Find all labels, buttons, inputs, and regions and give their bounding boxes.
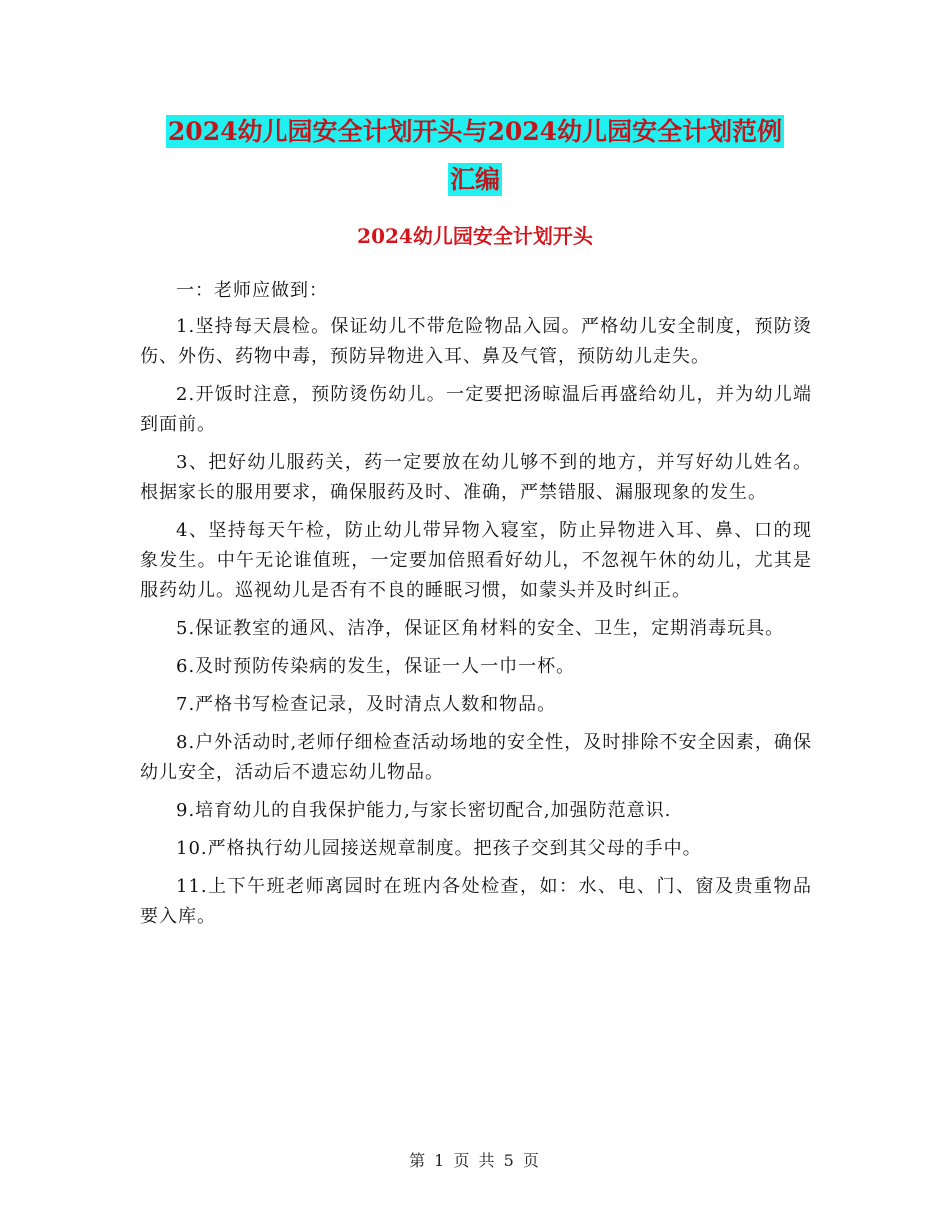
paragraph-7: 7.严格书写检查记录，及时清点人数和物品。 bbox=[176, 694, 557, 715]
document-title-line-2: 汇编 bbox=[449, 165, 500, 194]
paragraph-9: 9.培育幼儿的自我保护能力,与家长密切配合,加强防范意识. bbox=[176, 800, 672, 821]
paragraph-8: 8.户外活动时,老师仔细检查活动场地的安全性，及时排除不安全因素，确保幼儿安全，活动后不遗忘幼儿物品。 bbox=[140, 732, 812, 783]
paragraph-1: 1.坚持每天晨检。保证幼儿不带危险物品入园。严格幼儿安全制度，预防烫伤、外伤、药物中毒，预防异物进入耳、鼻及气管，预防幼儿走失。 bbox=[140, 316, 812, 367]
section-heading: 2024幼儿园安全计划开头 bbox=[357, 224, 593, 248]
paragraph-5: 5.保证教室的通风、洁净，保证区角材料的安全、卫生，定期消毒玩具。 bbox=[176, 618, 785, 639]
document-body bbox=[140, 276, 812, 940]
paragraph-3: 3、把好幼儿服药关，药一定要放在幼儿够不到的地方，并写好幼儿姓名。根据家长的服用要求，确保服药及时、准确，严禁错服、漏服现象的发生。 bbox=[140, 452, 812, 503]
paragraph-4: 4、坚持每天午检，防止幼儿带异物入寝室，防止异物进入耳、鼻、口的现象发生。中午无论谁值班，一定要加倍照看好幼儿，不忽视午休的幼儿，尤其是服药幼儿。巡视幼儿是否有不良的睡眠习惯，如蒙头并及时纠正。 bbox=[140, 520, 812, 601]
paragraph-2: 2.开饭时注意，预防烫伤幼儿。一定要把汤晾温后再盛给幼儿，并为幼儿端到面前。 bbox=[140, 384, 812, 435]
page-footer: 第 1 页 共 5 页 bbox=[409, 1151, 541, 1170]
intro-line: 一：老师应做到： bbox=[176, 280, 328, 301]
paragraph-11: 11.上下午班老师离园时在班内各处检查，如：水、电、门、窗及贵重物品要入库。 bbox=[140, 876, 812, 927]
document-title-line-1: 2024幼儿园安全计划开头与2024幼儿园安全计划范例 bbox=[167, 117, 783, 146]
paragraph-6: 6.及时预防传染病的发生，保证一人一巾一杯。 bbox=[176, 656, 576, 677]
paragraph-10: 10.严格执行幼儿园接送规章制度。把孩子交到其父母的手中。 bbox=[176, 838, 702, 859]
document-title bbox=[150, 108, 800, 204]
